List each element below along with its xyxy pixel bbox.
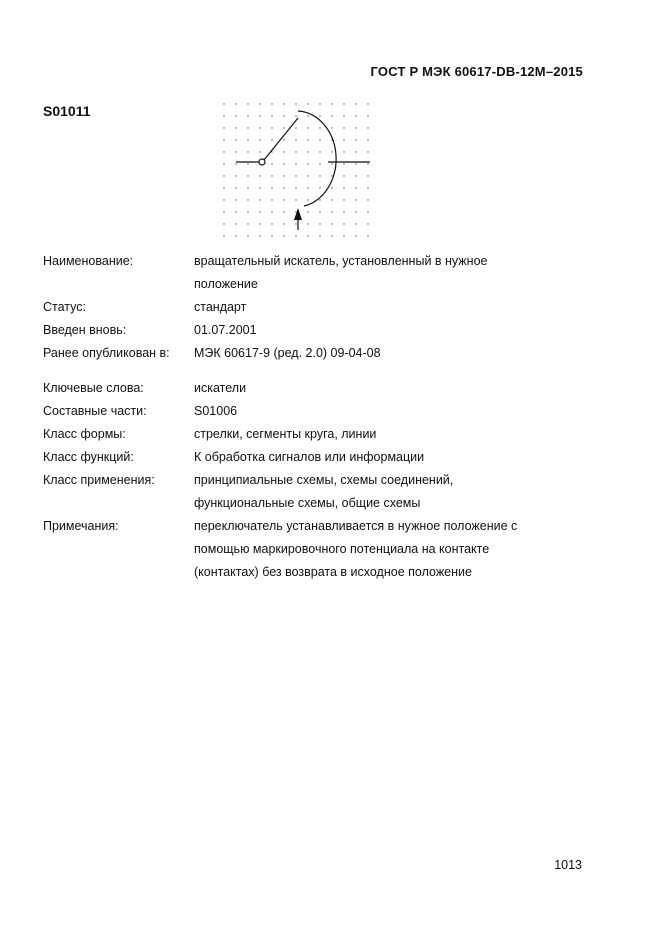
attribute-value-line: помощью маркировочного потенциала на контакте	[194, 542, 490, 556]
attribute-value-line: К обработка сигналов или информации	[194, 450, 425, 464]
control-arrow-icon	[294, 208, 302, 220]
attribute-value-line: стрелки, сегменты круга, линии	[194, 427, 377, 441]
attribute-row	[43, 423, 603, 446]
attribute-label: Ключевые слова:	[43, 381, 144, 395]
attribute-row	[43, 319, 603, 342]
attribute-value	[194, 400, 603, 423]
attribute-row	[43, 515, 603, 584]
attribute-value-line: принципиальные схемы, схемы соединений,	[194, 473, 454, 487]
attribute-value-line: искатели	[194, 381, 247, 395]
contact-arc	[298, 111, 336, 206]
attribute-label: Наименование:	[43, 254, 134, 268]
attribute-value-line: стандарт	[194, 300, 247, 314]
attribute-value	[194, 250, 603, 296]
attribute-label: Класс функций:	[43, 450, 134, 464]
attribute-row	[43, 446, 603, 469]
attribute-value	[194, 515, 603, 584]
attribute-label: Класс формы:	[43, 427, 126, 441]
attribute-label: Класс применения:	[43, 473, 155, 487]
attribute-list	[43, 250, 603, 584]
attribute-row	[43, 469, 603, 515]
attribute-label: Составные части:	[43, 404, 147, 418]
attribute-value-line: вращательный искатель, установленный в нужное	[194, 254, 488, 268]
attribute-group-1	[43, 250, 603, 365]
attribute-value	[194, 469, 603, 515]
attribute-row	[43, 400, 603, 423]
standard-header: ГОСТ Р МЭК 60617-DB-12M–2015	[370, 64, 583, 79]
attribute-label: Ранее опубликован в:	[43, 346, 170, 360]
attribute-value	[194, 423, 603, 446]
attribute-label: Примечания:	[43, 519, 119, 533]
attribute-value	[194, 446, 603, 469]
attribute-row	[43, 377, 603, 400]
attribute-value	[194, 296, 603, 319]
attribute-value-line: переключатель устанавливается в нужное положение с	[194, 519, 518, 533]
attribute-value-line: 01.07.2001	[194, 323, 257, 337]
attribute-value	[194, 342, 603, 365]
rotary-selector-symbol	[218, 98, 382, 250]
symbol-code: S01011	[43, 103, 91, 119]
page-number: 1013	[554, 858, 582, 872]
attribute-value	[194, 319, 603, 342]
attribute-value-line: положение	[194, 277, 258, 291]
attribute-value-line: (контактах) без возврата в исходное положение	[194, 565, 472, 579]
attribute-row	[43, 342, 603, 365]
rotating-contact-arm	[264, 118, 298, 160]
attribute-value	[194, 377, 603, 400]
attribute-value-line: функциональные схемы, общие схемы	[194, 496, 421, 510]
attribute-value-line: S01006	[194, 404, 238, 418]
attribute-row	[43, 250, 603, 296]
attribute-row	[43, 296, 603, 319]
attribute-label: Статус:	[43, 300, 86, 314]
attribute-label: Введен вновь:	[43, 323, 127, 337]
attribute-value-line: МЭК 60617-9 (ред. 2.0) 09-04-08	[194, 346, 381, 360]
attribute-group-2	[43, 377, 603, 584]
